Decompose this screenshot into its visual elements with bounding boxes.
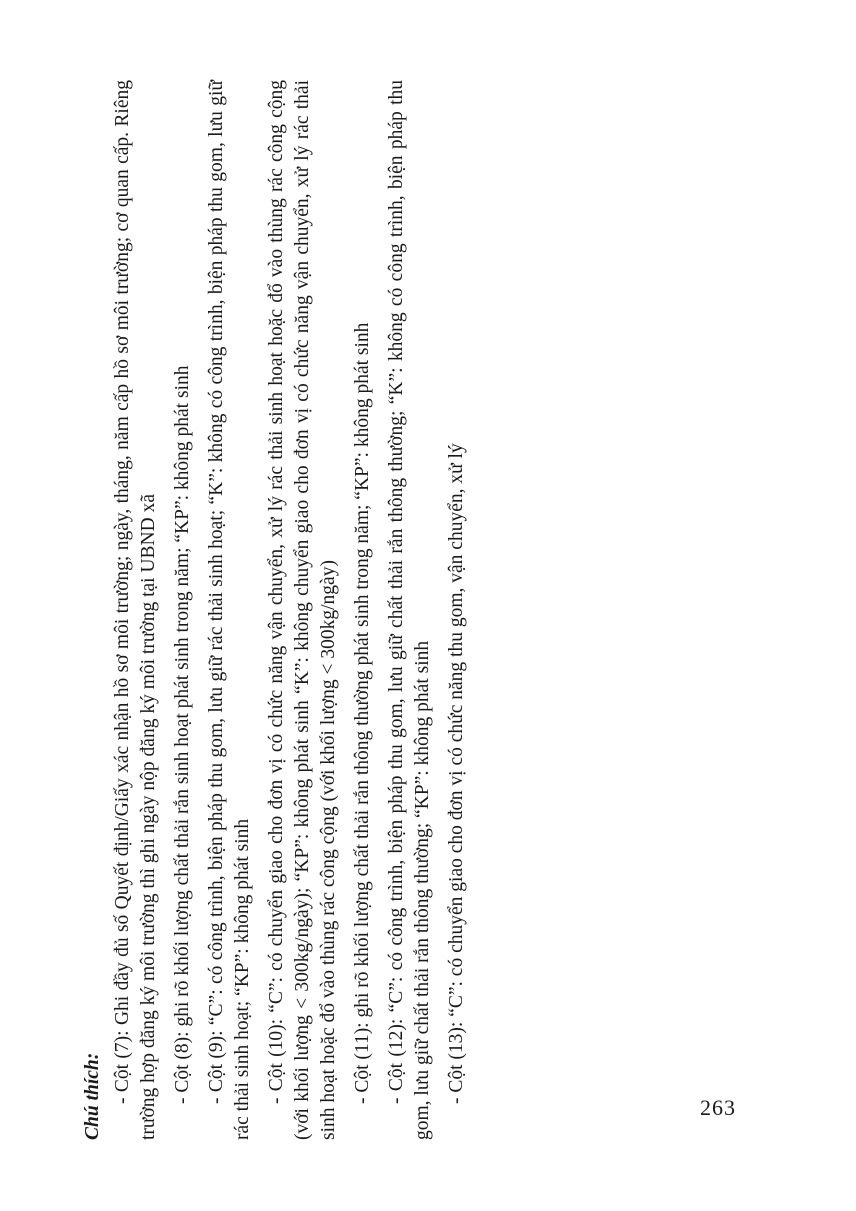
note-column-9: - Cột (9): “C”: có công trình, biện pháp thu gom, lưu giữ rác thải sinh hoạt; “K”: không có công trình, biện pháp thu gom, lưu giữ rác thải sinh hoạt; “KP”: không phát sinh	[206, 80, 253, 1140]
note-column-12: - Cột (12): “C”: có công trình, biện pháp thu gom, lưu giữ chất thải rắn thông thường; “K”: không có công trình, biện pháp thu gom, lưu giữ chất thải rắn thông thường; “KP”: không phát sinh	[386, 80, 433, 1140]
note-column-10: - Cột (10): “C”: có chuyển giao cho đơn vị có chức năng vận chuyển, xử lý rác thải sinh hoạt hoặc đổ vào thùng rác công cộng (với khối lượng < 300kg/ngày); “KP”: không phát sinh “K”: không chuyển giao cho đơn vị có chức năng vận chuyển, xử lý rác thải sinh hoạt hoặc đổ vào thùng rác công cộng (với khối lượng < 300kg/ngày)	[266, 80, 339, 1140]
page-number: 263	[700, 1095, 736, 1120]
notes-section	[80, 80, 470, 1140]
note-column-8: - Cột (8): ghi rõ khối lượng chất thải rắn sinh hoạt phát sinh trong năm; “KP”: không phát sinh	[172, 365, 193, 1104]
note-column-7: - Cột (7): Ghi đầy đủ số Quyết định/Giấy xác nhận hồ sơ môi trường; ngày, tháng, năm cấp hồ sơ môi trường; cơ quan cấp. Riêng trường hợp đăng ký môi trường thì ghi ngày nộp đăng ký môi trường tại UBND xã	[112, 80, 159, 1140]
note-column-13: - Cột (13): “C”: có chuyển giao cho đơn vị có chức năng thu gom, vận chuyển, xử lý	[446, 443, 467, 1104]
rotated-page-content	[80, 80, 760, 1140]
note-column-11: - Cột (11): ghi rõ khối lượng chất thải rắn thông thường phát sinh trong năm; “KP”: không phát sinh	[352, 322, 373, 1104]
notes-heading: Chú thích:	[82, 1052, 103, 1140]
